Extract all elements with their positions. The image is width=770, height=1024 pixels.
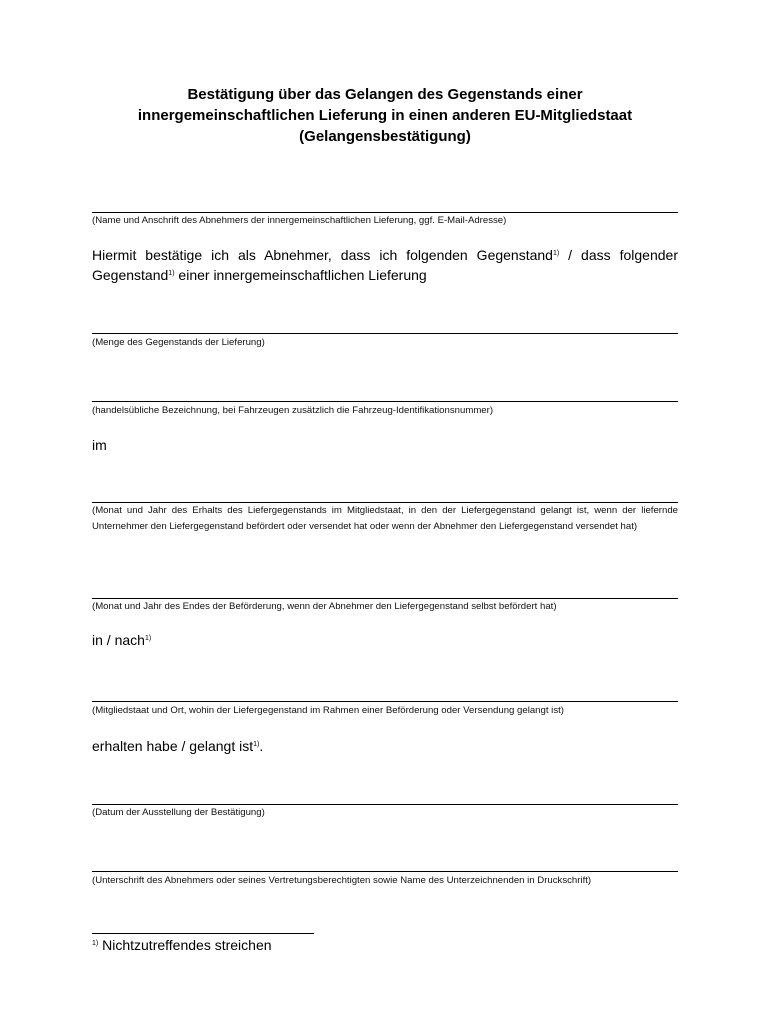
document-title bbox=[92, 84, 678, 147]
erhalten-text bbox=[92, 736, 678, 756]
intro-text-3: einer innergemeinschaftlichen Lieferung bbox=[174, 267, 427, 283]
caption-mitgliedstaat: (Mitgliedstaat und Ort, wohin der Liefergegenstand im Rahmen einer Beförderung oder Versendung gelangt ist) bbox=[92, 705, 564, 716]
footnote-ref: 1) bbox=[168, 270, 175, 277]
word-im: im bbox=[92, 437, 107, 453]
in-nach-text: in / nach bbox=[92, 632, 145, 648]
erhalten-period: . bbox=[259, 738, 264, 754]
caption-bezeichnung: (handelsübliche Bezeichnung, bei Fahrzeugen zusätzlich die Fahrzeug-Identifikationsnummer) bbox=[92, 405, 494, 416]
intro-text-2: / dass folgender Gegenstand bbox=[92, 247, 678, 283]
footnote-text: Nichtzutreffendes streichen bbox=[98, 937, 272, 953]
footnote bbox=[92, 936, 272, 954]
unterschrift-line bbox=[92, 871, 678, 872]
bezeichnung-line bbox=[92, 401, 678, 402]
caption-menge: (Menge des Gegenstands der Lieferung) bbox=[92, 337, 265, 348]
caption-abnehmer: (Name und Anschrift des Abnehmers der innergemeinschaftlichen Lieferung, ggf. E-Mail-Adresse) bbox=[92, 215, 507, 226]
title-line-1: Bestätigung über das Gelangen des Gegenstands einer bbox=[187, 86, 583, 103]
caption-datum: (Datum der Ausstellung der Bestätigung) bbox=[92, 807, 265, 818]
footnote-separator bbox=[92, 933, 314, 934]
caption-monat-erhalt: (Monat und Jahr des Erhalts des Liefergegenstands im Mitgliedstaat, in den der Liefergegenstand gelangt ist, wenn der liefernde Unternehmer den Liefergegenstand befördert oder versendet hat oder wenn der Abnehmer den Liefergegenstand versendet hat) bbox=[92, 505, 678, 532]
title-line-2: innergemeinschaftlichen Lieferung in einen anderen EU-Mitgliedstaat bbox=[137, 107, 633, 124]
menge-line bbox=[92, 333, 678, 334]
intro-text-1: Hiermit bestätige ich als Abnehmer, dass ich folgenden Gegenstand bbox=[92, 247, 553, 263]
footnote-ref: 1) bbox=[144, 635, 152, 642]
erhalten-habe: erhalten habe / gelangt ist bbox=[92, 738, 254, 754]
word-in-nach bbox=[92, 630, 678, 650]
footnote-ref: 1) bbox=[253, 741, 260, 748]
caption-unterschrift: (Unterschrift des Abnehmers oder seines Vertretungsberechtigten sowie Name des Unterzeichnenden in Druckschrift) bbox=[92, 875, 592, 886]
intro-paragraph bbox=[92, 245, 678, 285]
footnote-ref: 1) bbox=[552, 250, 560, 257]
caption-monat-ende: (Monat und Jahr des Endes der Beförderung, wenn der Abnehmer den Liefergegenstand selbst befördert hat) bbox=[92, 601, 557, 612]
footnote-mark: 1) bbox=[92, 940, 99, 947]
mitgliedstaat-line bbox=[92, 701, 678, 702]
title-line-3: (Gelangensbestätigung) bbox=[299, 128, 471, 145]
